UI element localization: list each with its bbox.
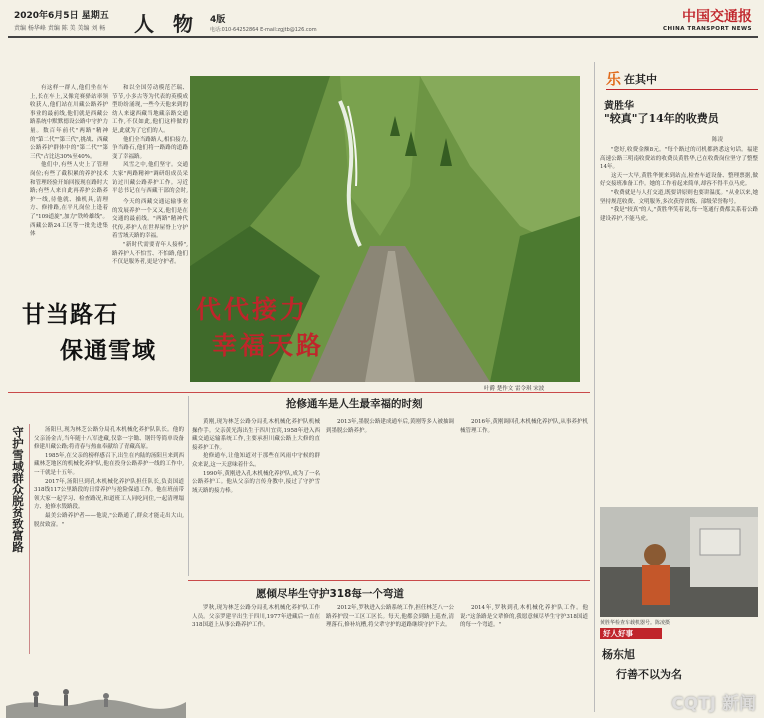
masthead xyxy=(8,6,758,38)
profile-paragraph: "您好,收费金额8元。"每个路过的司机都熟悉这句话。福建高速公路三明南收费站的收费员黄胜华,已在收费岗位坚守了整整14年。 xyxy=(600,147,758,171)
story-paragraph: 2014年,罗秋到孔木机械化养护队工作。他说:"这条路是父辈修的,我愿意倾尽毕生守护318国道的每一个弯道。" xyxy=(460,605,588,629)
section-divider xyxy=(188,580,590,581)
contact-info: 电话:010-64252864 E-mail:zgjtb@126.com xyxy=(210,27,317,33)
profile-title: "较真"了14年的收费员 xyxy=(604,112,719,125)
sub-story-1-col-3 xyxy=(460,418,588,578)
issue-date: 2020年6月5日 星期五 xyxy=(14,11,109,21)
sub-story-2-col-2 xyxy=(326,604,454,712)
sub-headline-1: 抢修通车是人生最幸福的时刻 xyxy=(286,398,423,410)
headline-line2: 保通雪域 xyxy=(60,338,156,364)
profile-paragraph: "收费就是与人打交道,既要讲原则也要讲温度。"从业以来,她坚持规范收费、文明服务,多次获得省级、部级荣誉称号。 xyxy=(600,189,758,205)
right-column-banner xyxy=(606,68,758,90)
toll-collector-photo xyxy=(600,507,758,617)
sub-story-2-col-3 xyxy=(460,604,588,712)
intro-column-1 xyxy=(30,84,108,280)
intro-column-2 xyxy=(112,84,188,196)
intro-paragraph: "新时代需要青年人接棒",路养护人不怕雪、不怕路,他们不仅是服务者,更是守护者。 xyxy=(112,241,188,266)
story-paragraph: 2017年,汤阳旦到孔木机械化养护队担任队长,负责国道318线117公里路段的日常养护与抢险保通工作。他在班前带领大家一起学习、检查路况,和道班工人同吃同住,一起清理塌方、抢修水毁路段。 xyxy=(34,478,184,511)
profile-name: 黄胜华 xyxy=(604,101,634,112)
photo-byline: 叶爵 楚作文 雷令琪 宋波 xyxy=(484,386,545,392)
banner-label: 在其中 xyxy=(624,73,657,86)
intro-paragraph: 他们中,有些人史上了管理岗位;有些了截积累的养护技术和管理经验开始回报现在路时大路;有些人来自此再养护公路养护一线,待他就、操机具,清理方、修排路,在平凡岗位上逢着了"109道旋",加力"铁岭雄线"。西藏公路24工区等一批先进集体 xyxy=(30,162,108,238)
toll-booth-illustration xyxy=(600,507,758,617)
sub-story-1-col-2 xyxy=(326,418,454,578)
headline-line2-red: 幸福天路 xyxy=(212,331,325,360)
story-paragraph: 2013年,墨脱公路建成通车后,黄刚等多人被抽调到墨脱公路养护。 xyxy=(326,419,454,434)
right-column-separator xyxy=(594,62,595,712)
intro-paragraph: 今天的西藏交通运输事业的发展养护一个又又,他们是在交通的最前线。"两路"精神代代传,养护人在世界屋脊上守护着雪域天路的幸福。 xyxy=(112,199,188,240)
intro-paragraph: 有这样一群人,他们坐在车上,长在车上,又像竞赛驿站率领收获人,他们站在川藏公路养护事业的最前线,他们就是西藏公路系统中默默德设公路中守护力量。数百年前代"两路"精神的"第二代""第三代",挑战、西藏公路养护群体中的"第二代""第三代"占比达30%至40%。 xyxy=(30,85,108,160)
photo-caption: 黄胜华检查车载机器号。陈凌摄 xyxy=(600,620,671,626)
profile-paragraph: 这天一大早,黄胜华便来到站点,检查车道设备、整理票据,做好交接班准备工作。她的工作看起来简单,却容不得半点马虎。 xyxy=(600,172,758,188)
profile-author: 陈凌 xyxy=(712,137,724,143)
banner-le-glyph: 乐 xyxy=(606,70,622,88)
newspaper-logo-en: CHINA TRANSPORT NEWS xyxy=(662,26,752,32)
headline-line1-red: 代代接力 xyxy=(196,295,309,324)
vertical-story-title: 守护雪域群众脱贫致富路 xyxy=(11,426,25,553)
story-paragraph: 最美公路养护者——他说,"公路通了,群众才能走出大山,脱贫致富。" xyxy=(34,512,184,528)
profile-title-2: 行善不以为名 xyxy=(616,668,682,681)
watermark: CQTJ 新闻 xyxy=(671,694,756,714)
vertical-divider xyxy=(29,424,30,654)
story-paragraph: 1985年,在父亲的榜样感召下,出生在内陆的汤阳旦来到西藏林芝地区的机械化养护队,他在投身公路养护一线的工作中,一干就是十五年。 xyxy=(34,452,184,476)
intro-paragraph: 他们全当路路人,相伯接力,争当路石,他们将一路路的道路变了幸福路。 xyxy=(112,136,188,160)
section-divider xyxy=(8,392,590,393)
intro-column-3 xyxy=(112,198,188,282)
column-tag: 好人好事 xyxy=(600,628,662,639)
story-paragraph: 1990年,黄刚进入孔木机械化养护队,成为了一名公路养护工。他从父亲的言传身教中,接过了守护雪域天路的接力棒。 xyxy=(192,470,320,494)
section-title: 人 物 xyxy=(134,12,199,36)
profile-paragraph: "我是"较真"的人,"黄胜华笑着说,每一笔通行费都关系着公路建设养护,不能马虎。 xyxy=(600,207,758,222)
profile-name-2: 杨东旭 xyxy=(602,648,635,661)
profile-body xyxy=(600,146,758,502)
worker-silhouette-illustration xyxy=(6,672,186,718)
left-story-body xyxy=(34,426,184,674)
story-paragraph: 汤阳旦,现为林芝公路分局孔木机械化养护队队长。他的父亲汤金吉,当年随十八军进藏,仅靠一字锄、钢钎等简单设备修建川藏公路;将青春与热血奉献给了青藏高原。 xyxy=(34,427,184,451)
sub-headline-2: 愿倾尽毕生守护318每一个弯道 xyxy=(256,588,404,600)
column-separator xyxy=(188,396,189,576)
edition-number: 4版 xyxy=(210,15,226,25)
story-paragraph: 2012年,罗秋进入公路系统工作,担任林芝八一公路养护段一工区工区长。每天,他都会到路上巡查,清理落石,修补坑槽,将父辈守护的道路继续守护下去。 xyxy=(326,605,454,629)
newspaper-logo: 中国交通报 xyxy=(682,9,752,25)
sub-story-1-col-1 xyxy=(192,418,320,578)
story-paragraph: 罗秋,现为林芝公路分局孔木机械化养护队工作人员。父亲罗建平出生于四川,1977年进藏后一直在318国道上从事公路养护工作。 xyxy=(192,605,320,629)
story-paragraph: 抢修通车,让他知道对于那些在风雨中守候的群众来说,这一天意味着什么。 xyxy=(192,453,320,468)
intro-paragraph: 和以全国劳动模范芒瑞、节节,小多古等为代表的英模成型纷纷涌现,一些今天他来到的幼人来逮西藏当地藏亲路交通工作,不仅如此,他们这样做的是,此就为了它们的人。 xyxy=(112,85,188,134)
sub-story-2-col-1 xyxy=(192,604,320,712)
story-paragraph: 黄刚,现为林芝公路分局孔木机械化养护队机械操作手。父亲黄光海出生于四川宜宾,1958年进入西藏交通运输系统工作,主要承担川藏公路上大修的直接养护工作。 xyxy=(192,419,320,451)
headline-line1: 甘当路石 xyxy=(22,302,118,328)
story-paragraph: 2016年,黄刚调回孔木机械化养护队,从事养护机械管理工作。 xyxy=(460,419,588,434)
editor-credits: 责编 杨华峰 责编 陈 美 美编 刘 畅 xyxy=(14,25,106,32)
intro-paragraph: 风雪之中,他们坚守。交通大家"两路精神"调研组成员采访过川藏公路养护工作。习近平总书记在与西藏干部的会时, xyxy=(112,162,188,195)
